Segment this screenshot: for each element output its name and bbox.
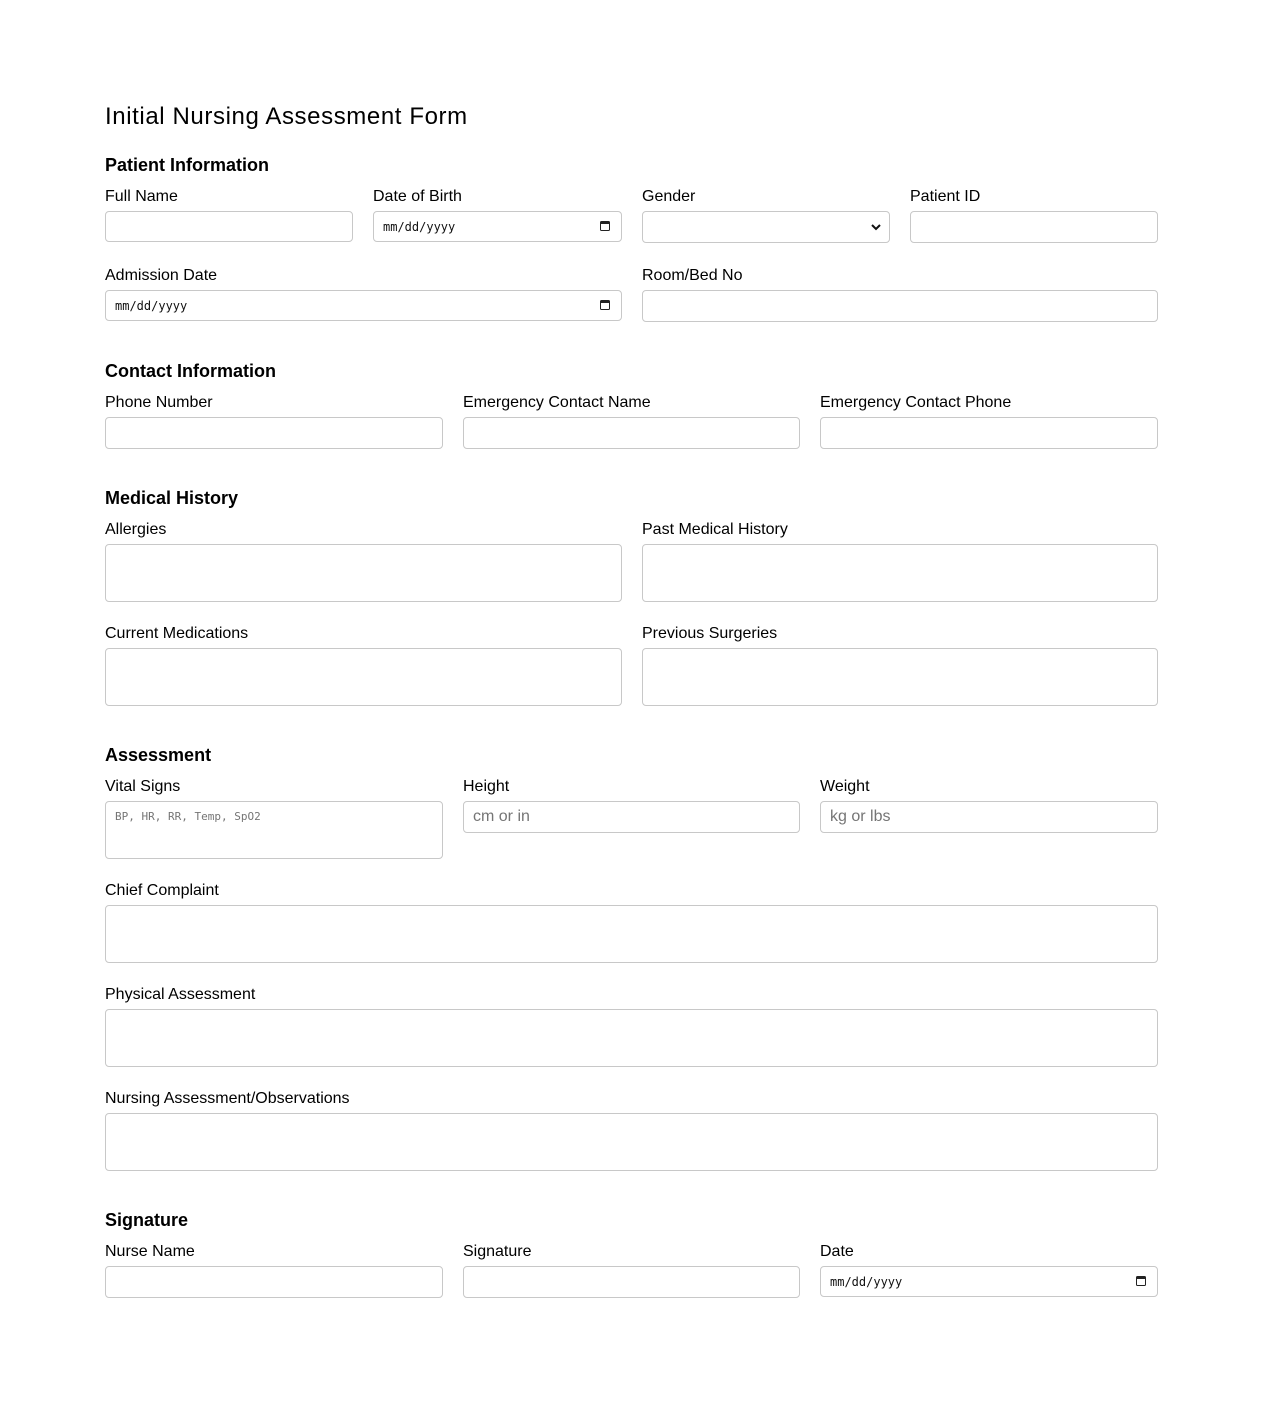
field-chief-complaint bbox=[105, 881, 1158, 963]
calendar-icon[interactable] bbox=[600, 300, 610, 310]
chief-complaint-textarea[interactable] bbox=[105, 905, 1158, 963]
admission-date-label: Admission Date bbox=[105, 267, 218, 284]
emergency-contact-name-input[interactable] bbox=[463, 417, 800, 449]
emergency-contact-phone-input[interactable] bbox=[820, 417, 1158, 449]
nurse-name-input[interactable] bbox=[105, 1266, 443, 1298]
height-input[interactable] bbox=[463, 801, 800, 833]
current-medications-textarea[interactable] bbox=[105, 648, 622, 706]
nursing-observations-label: Nursing Assessment/Observations bbox=[105, 1090, 350, 1107]
field-signature bbox=[463, 1242, 800, 1298]
past-medical-history-label: Past Medical History bbox=[642, 521, 788, 538]
height-placeholder: cm or in bbox=[473, 808, 530, 825]
previous-surgeries-textarea[interactable] bbox=[642, 648, 1158, 706]
room-bed-input[interactable] bbox=[642, 290, 1158, 322]
field-allergies bbox=[105, 520, 622, 602]
field-physical-assessment bbox=[105, 985, 1158, 1067]
phone-number-input[interactable] bbox=[105, 417, 443, 449]
field-emergency-contact-name bbox=[463, 393, 800, 449]
current-medications-label: Current Medications bbox=[105, 625, 249, 642]
section-title-assessment: Assessment bbox=[105, 745, 212, 765]
weight-label: Weight bbox=[820, 778, 870, 795]
phone-number-label: Phone Number bbox=[105, 394, 213, 411]
field-gender bbox=[642, 187, 890, 243]
field-emergency-contact-phone bbox=[820, 393, 1158, 449]
field-past-medical-history bbox=[642, 520, 1158, 602]
section-title-contact-information: Contact Information bbox=[105, 361, 276, 381]
calendar-icon[interactable] bbox=[1136, 1276, 1146, 1286]
signature-label: Signature bbox=[463, 1243, 532, 1260]
room-bed-label: Room/Bed No bbox=[642, 267, 743, 284]
full-name-label: Full Name bbox=[105, 188, 178, 205]
field-room-bed bbox=[642, 266, 1158, 322]
field-current-medications bbox=[105, 624, 622, 706]
nurse-name-label: Nurse Name bbox=[105, 1243, 195, 1260]
gender-select[interactable] bbox=[642, 211, 890, 243]
section-title-patient-information: Patient Information bbox=[105, 155, 270, 175]
patient-id-label: Patient ID bbox=[910, 188, 981, 205]
previous-surgeries-label: Previous Surgeries bbox=[642, 625, 778, 642]
full-name-input[interactable] bbox=[105, 211, 353, 242]
signature-date-input[interactable] bbox=[820, 1266, 1158, 1297]
height-label: Height bbox=[463, 778, 510, 795]
field-nurse-name bbox=[105, 1242, 443, 1298]
admission-date-input[interactable] bbox=[105, 290, 622, 321]
vital-signs-textarea[interactable] bbox=[105, 801, 443, 859]
calendar-icon[interactable] bbox=[600, 221, 610, 231]
field-admission-date bbox=[105, 266, 622, 321]
physical-assessment-label: Physical Assessment bbox=[105, 986, 256, 1003]
weight-input[interactable] bbox=[820, 801, 1158, 833]
allergies-textarea[interactable] bbox=[105, 544, 622, 602]
field-signature-date bbox=[820, 1242, 1158, 1297]
field-patient-id bbox=[910, 187, 1158, 243]
date-of-birth-placeholder: mm/dd/yyyy bbox=[383, 220, 456, 234]
field-previous-surgeries bbox=[642, 624, 1158, 706]
signature-date-placeholder: mm/dd/yyyy bbox=[830, 1275, 903, 1289]
field-weight bbox=[820, 777, 1158, 833]
nursing-observations-textarea[interactable] bbox=[105, 1113, 1158, 1171]
patient-id-input[interactable] bbox=[910, 211, 1158, 243]
past-medical-history-textarea[interactable] bbox=[642, 544, 1158, 602]
field-nursing-observations bbox=[105, 1089, 1158, 1171]
field-full-name bbox=[105, 187, 353, 242]
vital-signs-label: Vital Signs bbox=[105, 778, 181, 795]
gender-label: Gender bbox=[642, 188, 696, 205]
date-of-birth-input[interactable] bbox=[373, 211, 622, 242]
physical-assessment-textarea[interactable] bbox=[105, 1009, 1158, 1067]
vital-signs-placeholder: BP, HR, RR, Temp, SpO2 bbox=[115, 810, 261, 823]
field-height bbox=[463, 777, 800, 833]
section-title-signature: Signature bbox=[105, 1210, 189, 1230]
chief-complaint-label: Chief Complaint bbox=[105, 882, 219, 899]
date-of-birth-label: Date of Birth bbox=[373, 188, 462, 205]
page-title: Initial Nursing Assessment Form bbox=[105, 103, 468, 130]
weight-placeholder: kg or lbs bbox=[830, 808, 891, 825]
emergency-contact-name-label: Emergency Contact Name bbox=[463, 394, 651, 411]
admission-date-placeholder: mm/dd/yyyy bbox=[115, 299, 188, 313]
allergies-label: Allergies bbox=[105, 521, 167, 538]
field-vital-signs bbox=[105, 777, 443, 859]
section-title-medical-history: Medical History bbox=[105, 488, 239, 508]
field-date-of-birth bbox=[373, 187, 622, 242]
chevron-down-icon bbox=[868, 219, 884, 235]
signature-date-label: Date bbox=[820, 1243, 854, 1260]
field-phone-number bbox=[105, 393, 443, 449]
emergency-contact-phone-label: Emergency Contact Phone bbox=[820, 394, 1012, 411]
signature-input[interactable] bbox=[463, 1266, 800, 1298]
